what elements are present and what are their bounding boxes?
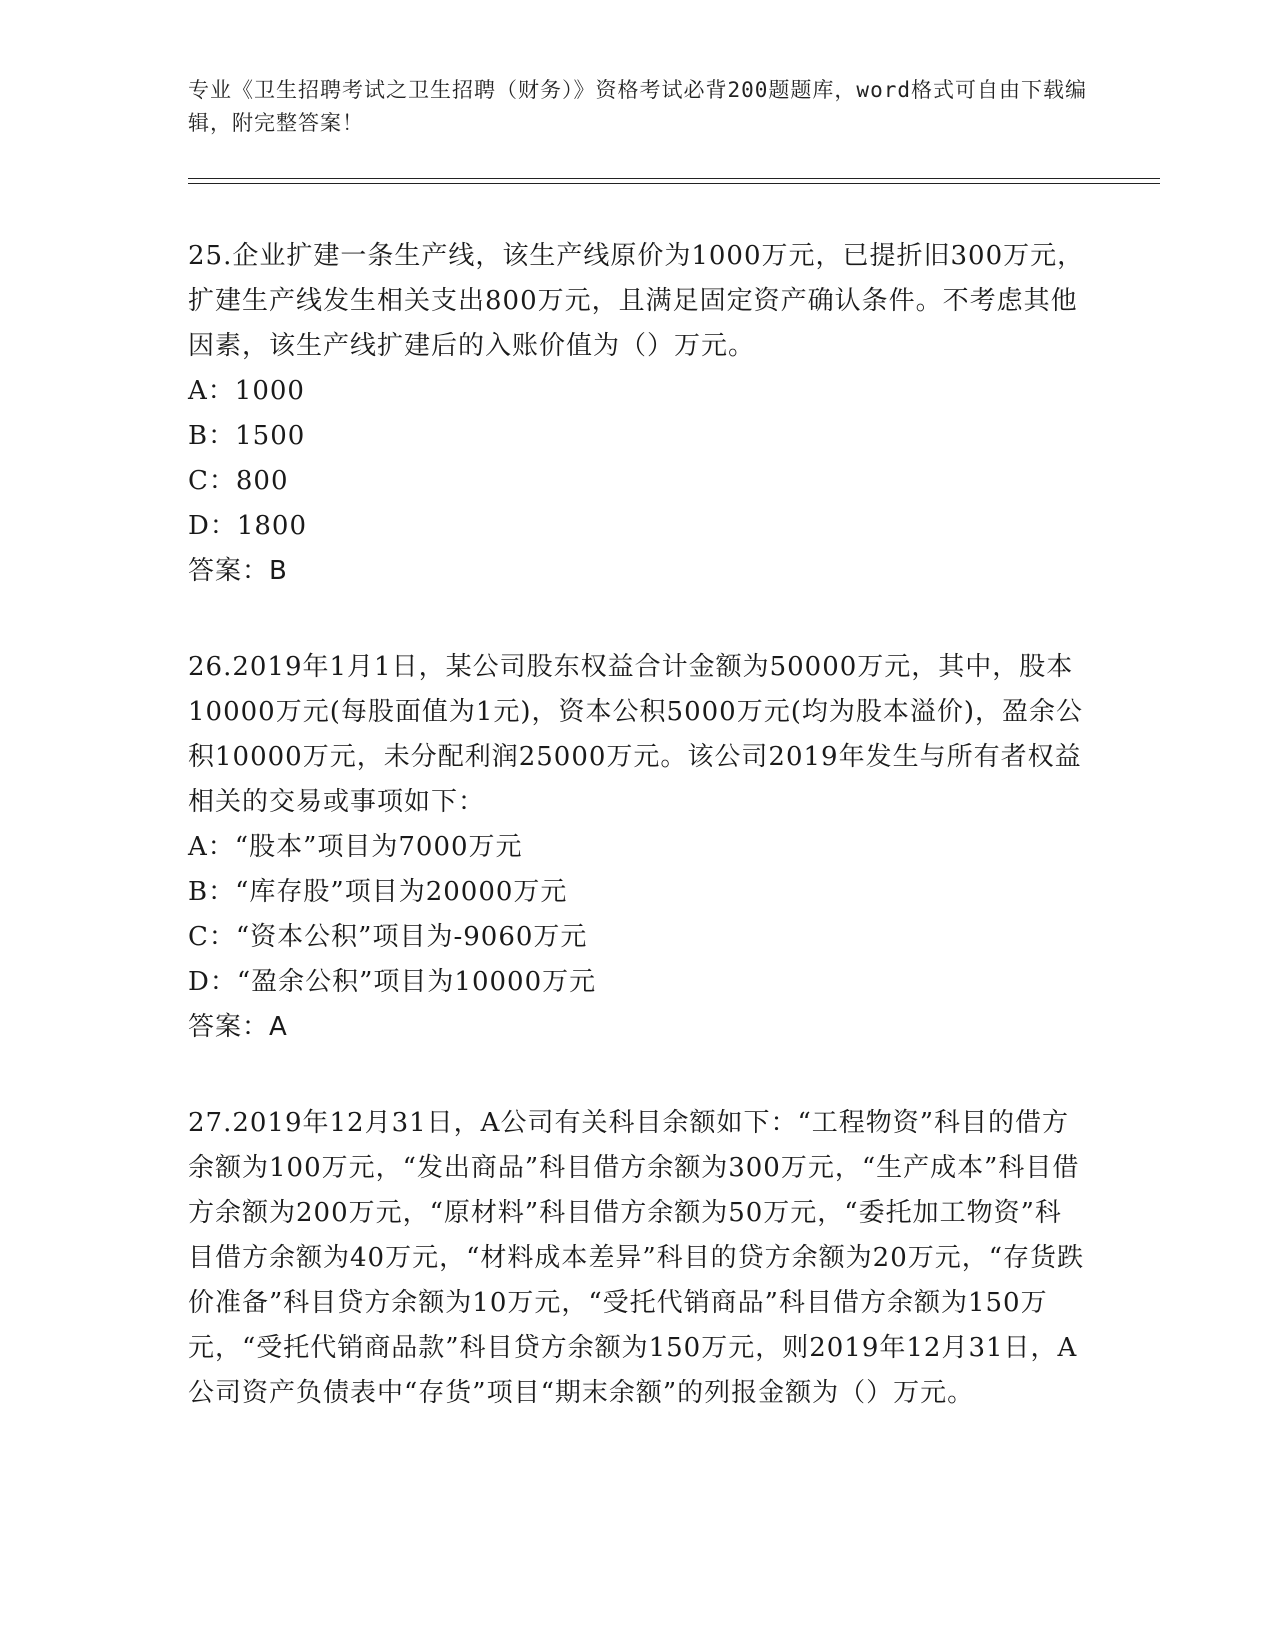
- option-c: C：“资本公积”项目为-9060万元: [188, 922, 588, 952]
- question-stem: 26.2019年1月1日，某公司股东权益合计金额为50000万元，其中，股本10000万元(每股面值为1元)，资本公积5000万元(均为股本溢价)，盈余公积10000万元，未分配利润25000万元。该公司2019年发生与所有者权益相关的交易或事项如下：: [188, 652, 1083, 817]
- option-c: C：800: [188, 466, 289, 496]
- question-27: [188, 1101, 1088, 1416]
- question-26: [188, 645, 1088, 1050]
- header-divider: [188, 183, 1160, 184]
- option-a: A：1000: [188, 376, 305, 406]
- document-header: 专业《卫生招聘考试之卫生招聘（财务）》资格考试必背200题题库，word格式可自由下载编辑，附完整答案！: [188, 78, 1087, 135]
- question-25: [188, 234, 1088, 594]
- header-divider: [188, 178, 1160, 179]
- option-d: D：“盈余公积”项目为10000万元: [188, 967, 597, 997]
- answer-label: 答案：B: [188, 556, 288, 586]
- option-a: A：“股本”项目为7000万元: [188, 832, 523, 862]
- answer-label: 答案：A: [188, 1012, 288, 1042]
- option-b: B：1500: [188, 421, 306, 451]
- question-stem: 25.企业扩建一条生产线，该生产线原价为1000万元，已提折旧300万元，扩建生产线发生相关支出800万元，且满足固定资产确认条件。不考虑其他因素，该生产线扩建后的入账价值为（）万元。: [188, 241, 1085, 361]
- option-b: B：“库存股”项目为20000万元: [188, 877, 568, 907]
- question-stem: 27.2019年12月31日，A公司有关科目余额如下：“工程物资”科目的借方余额为100万元，“发出商品”科目借方余额为300万元，“生产成本”科目借方余额为200万元，“原材料”科目借方余额为50万元，“委托加工物资”科目借方余额为40万元，“材料成本差异”科目的贷方余额为20万元，“存货跌价准备”科目贷方余额为10万元，“受托代销商品”科目借方余额为150万元，“受托代销商品款”科目贷方余额为150万元，则2019年12月31日，A公司资产负债表中“存货”项目“期末余额”的列报金额为（）万元。: [188, 1108, 1085, 1408]
- option-d: D：1800: [188, 511, 308, 541]
